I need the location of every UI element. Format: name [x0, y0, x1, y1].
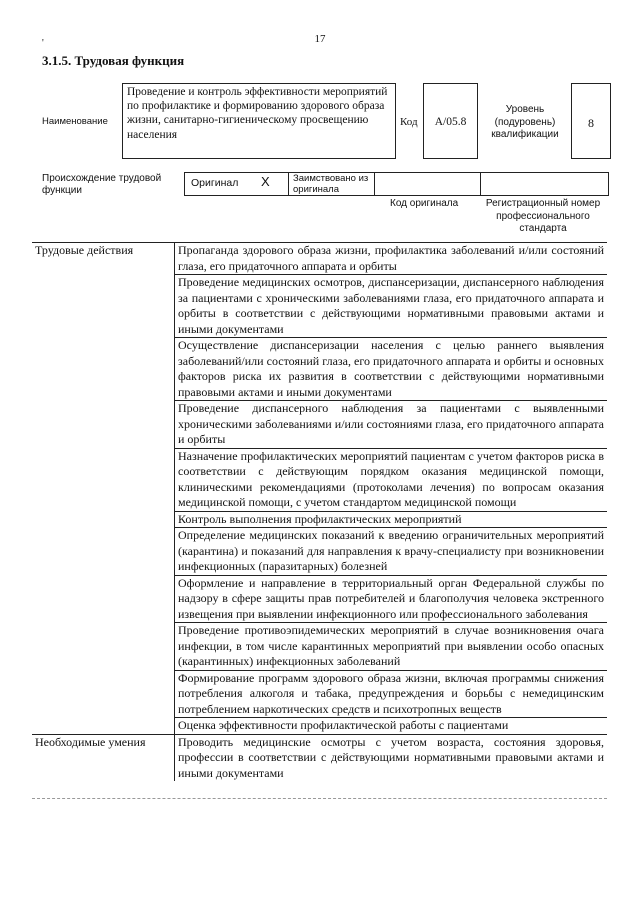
labor-action-item: Осуществление диспансеризации населения с целью раннего выявления заболеваний/или состояний глаза, его придаточного аппарата и орбиты и основных факторов риска их развития в соответствии с действующими нормативными правовыми актами и иными документами: [175, 338, 608, 401]
origin-label: Происхождение трудовой функции: [42, 173, 162, 196]
labor-action-item: Назначение профилактических мероприятий пациентам с учетом факторов риска в соответствии с действующим порядком оказания медицинской помощи, клиническими рекомендациями (протоколами лечения) по вопросам оказания медицинской помощи, с учетом стандартом медицинской помощи: [175, 448, 608, 511]
labor-action-item: Определение медицинских показаний к введению ограничительных мероприятий (карантина) и показаний для направления к врачу-специалисту при возникновении инфекционных (паразитарных) болезней: [175, 528, 608, 576]
origin-row: [184, 172, 609, 196]
labor-action-item: Проведение медицинских осмотров, диспансеризации, диспансерного наблюдения за пациентами с хроническими заболеваниями глаза, его придаточного аппарата и орбиты в соответствии с действующими нормативными правовыми актами и иными документами: [175, 275, 608, 338]
table-row: [32, 243, 607, 275]
qualification-level-label: Уровень (подуровень) квалификации: [491, 104, 559, 140]
labor-function-table: [32, 242, 607, 781]
reg-number-label: Регистрационный номер профессионального стандарта: [485, 198, 601, 234]
labor-action-item: Проведение диспансерного наблюдения за пациентами с выявленными хроническими заболеваниями и/или состояниями глаза, его придаточного аппарата и орбиты: [175, 401, 608, 449]
page-divider: [32, 798, 607, 799]
code-original-cell: [375, 173, 481, 195]
labor-action-item: Контроль выполнения профилактических мероприятий: [175, 511, 608, 528]
code-original-label: Код оригинала: [390, 198, 459, 209]
original-check-mark: X: [261, 174, 270, 189]
qualification-level-box: 8: [571, 83, 611, 159]
borrowed-label: Заимствовано из оригинала: [289, 173, 375, 195]
labor-action-item: Оценка эффективности профилактической работы с пациентами: [175, 718, 608, 735]
labor-action-item: Формирование программ здорового образа жизни, включая программы снижения потребления алкоголя и табака, предупреждения и борьбы с немедицинским потреблением наркотических средств и психотропных веществ: [175, 670, 608, 718]
required-skills-label: Необходимые умения: [32, 734, 175, 781]
name-label: Наименование: [42, 116, 108, 127]
reg-number-cell: [481, 173, 608, 195]
labor-action-item: Проведение противоэпидемических мероприятий в случае возникновения очага инфекции, в том числе карантинных мероприятий при выявлении особо опасных (карантинных) инфекционных заболеваний: [175, 623, 608, 671]
labor-action-item: Оформление и направление в территориальный орган Федеральной службы по надзору в сфере защиты прав потребителей и благополучия человека экстренного извещения при выявлении инфекционного или профессионального заболевания: [175, 575, 608, 623]
original-cell: [185, 173, 289, 195]
original-label: Оригинал: [191, 177, 239, 189]
page-number: 17: [314, 33, 326, 45]
code-value-box: A/05.8: [423, 83, 478, 159]
table-row: [32, 734, 607, 781]
code-label: Код: [400, 116, 418, 128]
labor-actions-label: Трудовые действия: [32, 243, 175, 735]
corner-mark: ': [42, 38, 44, 49]
required-skill-item: Проводить медицинские осмотры с учетом возраста, состояния здоровья, профессии в соответствии с действующими нормативными правовыми актами и иными документами: [175, 734, 608, 781]
function-name-box: Проведение и контроль эффективности мероприятий по профилактике и формированию здорового образа жизни, санитарно-гигиеническому просвещению населения: [122, 83, 396, 159]
section-title: 3.1.5. Трудовая функция: [42, 53, 185, 68]
labor-action-item: Пропаганда здорового образа жизни, профилактика заболеваний и/или состояний глаза, его придаточного аппарата и орбиты: [175, 243, 608, 275]
